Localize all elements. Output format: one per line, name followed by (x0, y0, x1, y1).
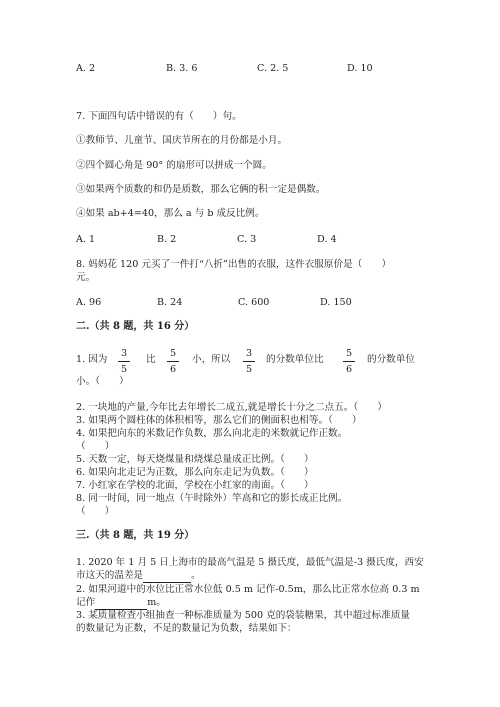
s2-q8-paren: （ ） (76, 506, 115, 517)
fraction-numerator: 5 (169, 348, 177, 359)
q6-option-a: A. 2 (76, 63, 96, 74)
s2-q1-text-4: 的分数单位比 (266, 354, 324, 365)
s2-q1-fraction-2 (167, 348, 179, 375)
fraction-numerator: 5 (345, 348, 353, 359)
s2-q1-fraction-1 (118, 348, 130, 375)
s2-q4-paren: （ ） (76, 441, 115, 452)
q6-option-b: B. 3. 6 (166, 63, 198, 74)
s3-q1-line2-text: 市这天的温差是 (76, 570, 144, 581)
fraction-denominator: 5 (120, 364, 128, 375)
s3-q2-line2-text: 记作 (76, 597, 96, 608)
s3-q2-line2 (76, 597, 166, 610)
q7-option-b: B. 2 (157, 234, 177, 245)
q8-stem-line2: 元。 (76, 272, 96, 283)
q8-stem-line1: 8. 妈妈花 120 元买了一件打“八折”出售的衣服，这件衣服原价是（ ） (76, 259, 392, 270)
answer-blank[interactable] (143, 570, 191, 583)
s3-q2-line2-end: m。 (147, 597, 166, 608)
q7-item-2: ②四个圆心角是 90° 的扇形可以拼成一个圆。 (76, 160, 272, 171)
q8-option-b: B. 24 (157, 297, 183, 308)
s2-q1-text-3: 小，所以 (192, 354, 231, 365)
answer-blank[interactable] (95, 597, 147, 610)
q7-item-3: ③如果两个质数的和仍是质数，那么它俩的积一定是偶数。 (76, 184, 326, 195)
s2-q1-text-1: 1. 因为 (76, 354, 108, 365)
q7-option-c: C. 3 (237, 234, 257, 245)
section-3-title: 三.（共 8 题，共 19 分） (76, 530, 195, 541)
q7-item-4: ④如果 ab+4=40，那么 a 与 b 成反比例。 (76, 208, 265, 219)
fraction-denominator: 6 (169, 364, 177, 375)
q7-stem: 7. 下面四句话中错误的有（ ）句。 (76, 111, 242, 122)
section-2-title: 二.（共 8 题，共 16 分） (76, 321, 195, 332)
s2-q1-fraction-4 (343, 348, 355, 375)
s3-q3-line1: 3. 某质量检查小组抽查一种标准质量为 500 克的袋装糖果，其中超过标准质量 (76, 610, 411, 621)
fraction-numerator: 3 (245, 348, 253, 359)
q8-option-a: A. 96 (76, 297, 102, 308)
s3-q1-line2-end: 。 (191, 570, 201, 581)
s2-q2: 2. 一块地的产量,今年比去年增长二成五,就是增长十分之二点五。（ ） (76, 402, 387, 413)
s2-q1-text-2: 比 (146, 354, 156, 365)
fraction-numerator: 3 (120, 348, 128, 359)
s3-q1-line2 (76, 570, 201, 583)
s2-q1-text-6: 小。（ ） (76, 376, 129, 387)
s2-q4: 4. 如果把向东的米数记作负数，那么向北走的米数就记作正数。 (76, 428, 348, 439)
q7-option-d: D. 4 (317, 234, 337, 245)
s3-q1-line1: 1. 2020 年 1 月 5 日上海市的最高气温是 5 摄氏度，最低气温是-3 摄氏度，西安 (76, 557, 424, 568)
q6-option-c: C. 2. 5 (257, 63, 289, 74)
s2-q1-fraction-3 (243, 348, 255, 375)
q8-option-d: D. 150 (320, 297, 352, 308)
fraction-denominator: 6 (345, 364, 353, 375)
s2-q8: 8. 同一时间，同一地点（午时除外）竿高和它的影长成正比例。 (76, 493, 348, 504)
q6-option-d: D. 10 (347, 63, 373, 74)
s2-q1-text-5: 的分数单位 (367, 354, 415, 365)
fraction-denominator: 5 (245, 364, 253, 375)
q7-item-1: ①教师节、儿童节、国庆节所在的月份都是小月。 (76, 135, 288, 146)
q8-option-c: C. 600 (238, 297, 270, 308)
s2-q7: 7. 小红家在学校的北面，学校在小红家的南面。（ ） (76, 480, 314, 491)
s3-q3-line2: 的数量记为正数，不足的数量记为负数，结果如下： (76, 623, 297, 634)
s2-q5: 5. 天数一定，每天烧煤量和烧煤总量成正比例。（ ） (76, 454, 314, 465)
q7-option-a: A. 1 (76, 234, 96, 245)
s2-q3: 3. 如果两个圆柱体的体积相等，那么它们的侧面积也相等。（ ） (76, 415, 362, 426)
s3-q2-line1: 2. 如果河道中的水位比正常水位低 0.5 m 记作-0.5m，那么比正常水位高 0.3 m (76, 584, 420, 595)
s2-q6: 6. 如果向北走记为正数，那么向东走记为负数。（ ） (76, 467, 314, 478)
